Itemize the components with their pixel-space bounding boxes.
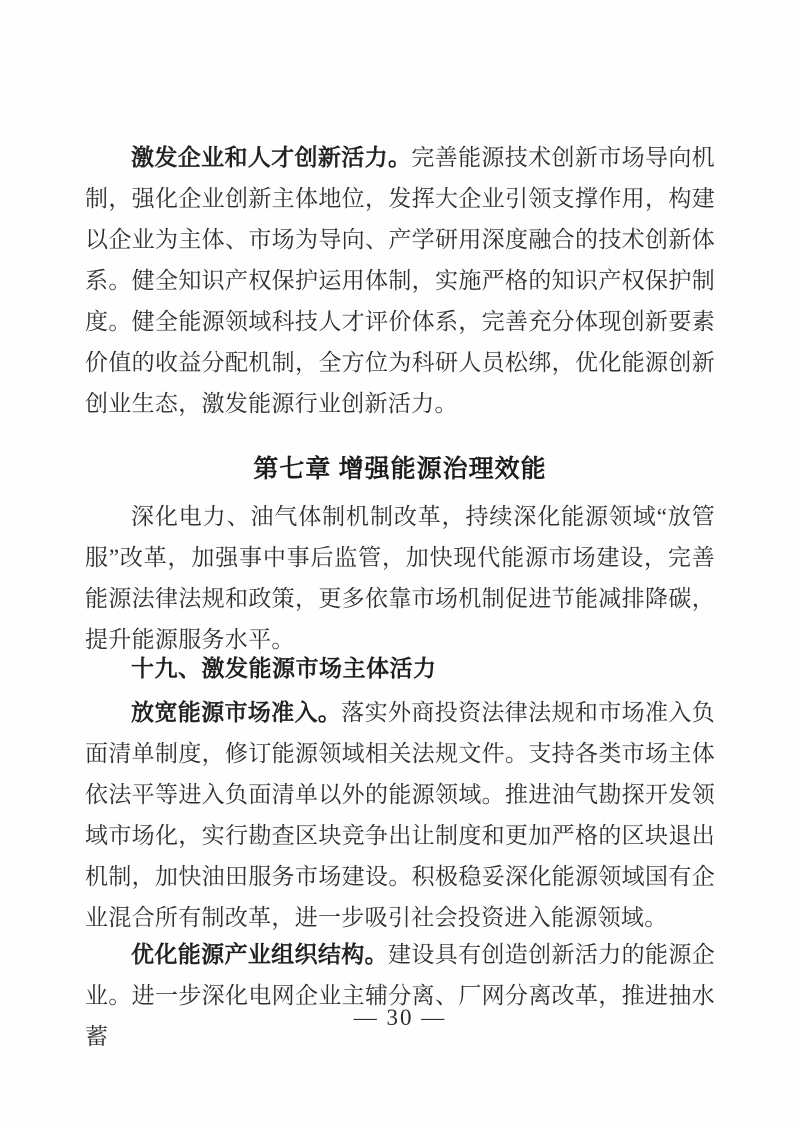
page-number: — 30 — [353,1005,447,1030]
paragraph-market-access-wrap [85,692,715,938]
paragraph-market-access [85,692,715,938]
section-heading-wrap [85,651,715,685]
paragraph-lead-bold: 放宽能源市场准入。 [131,700,342,725]
paragraph-innovation-vitality-wrap [85,137,715,424]
paragraph-innovation-vitality [85,137,715,424]
paragraph-body-text: 落实外商投资法律法规和市场准入负面清单制度，修订能源领域相关法规文件。支持各类市场主体依法平等进入负面清单以外的能源领域。推进油气勘探开发领域市场化，实行勘查区块竞争出让制度和更加严格的区块退出机制，加快油田服务市场建设。积极稳妥深化能源领域国有企业混合所有制改革，进一步吸引社会投资进入能源领域。 [85,700,715,930]
paragraph-reform-overview-wrap [85,496,715,660]
chapter-heading-wrap [85,453,715,487]
paragraph-body-text: 建设具有创造创新活力的能源企业。进一步深化电网企业主辅分离、厂网分离改革，推进抽水蓄 [85,942,715,1049]
paragraph-reform-overview: 深化电力、油气体制机制改革，持续深化能源领域“放管服”改革，加强事中事后监管，加快现代能源市场建设，完善能源法律法规和政策，更多依靠市场机制促进节能减排降碳，提升能源服务水平。 [85,504,715,652]
paragraph-industry-structure-wrap [85,934,715,1057]
section-heading-19: 十九、激发能源市场主体活力 [131,655,437,681]
paragraph-lead-bold: 激发企业和人才创新活力。 [131,145,412,170]
chapter-heading: 第七章 增强能源治理效能 [253,456,547,483]
paragraph-lead-bold: 优化能源产业组织结构。 [131,942,388,967]
paragraph-industry-structure [85,934,715,1057]
paragraph-body-text: 完善能源技术创新市场导向机制，强化企业创新主体地位，发挥大企业引领支撑作用，构建以企业为主体、市场为导向、产学研用深度融合的技术创新体系。健全知识产权保护运用体制，实施严格的知识产权保护制度。健全能源领域科技人才评价体系，完善充分体现创新要素价值的收益分配机制，全方位为科研人员松绑，优化能源创新创业生态，激发能源行业创新活力。 [85,145,715,416]
